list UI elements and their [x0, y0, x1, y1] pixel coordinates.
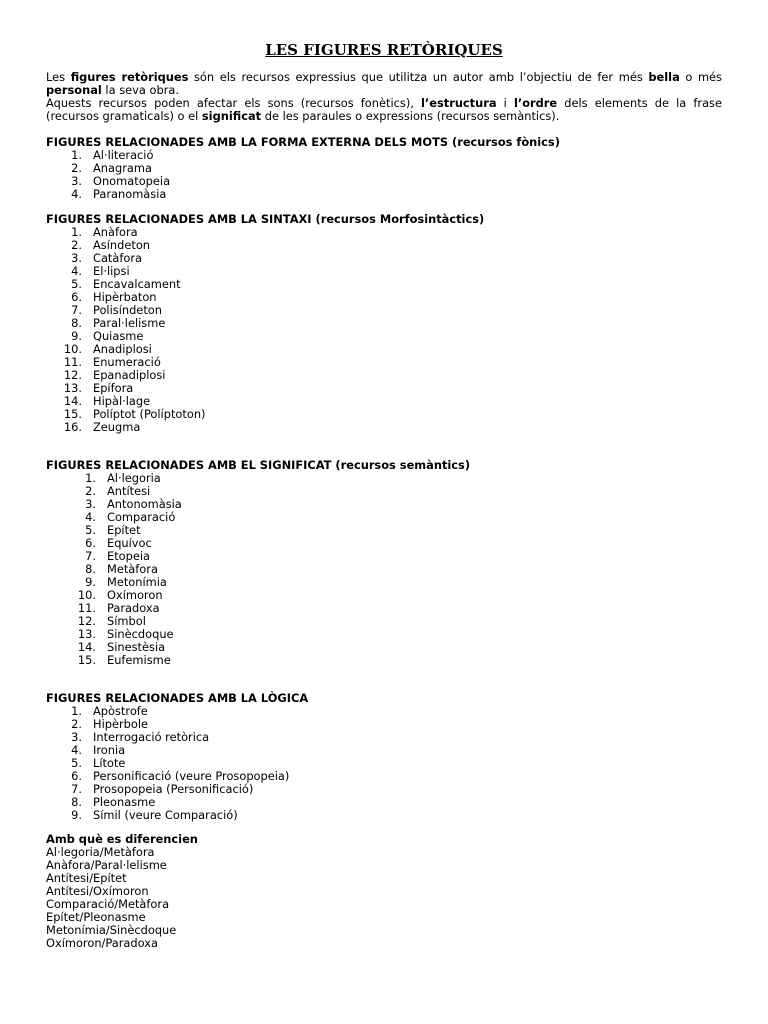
- page-title: LES FIGURES RETÒRIQUES: [265, 41, 503, 59]
- list-number: 9.: [85, 575, 96, 589]
- list-item-label: Epítet: [107, 523, 141, 537]
- list-number: 5.: [85, 523, 96, 537]
- bold-term: significat: [201, 109, 262, 123]
- list-number: 1.: [71, 148, 82, 162]
- list-number: 3.: [85, 497, 96, 511]
- difference-pair: Comparació/Metàfora: [46, 897, 170, 911]
- list-item-label: Ironia: [93, 743, 126, 757]
- list-item: [46, 239, 722, 252]
- list-item-label: Símbol: [107, 614, 146, 628]
- list-item-label: Pleonasme: [93, 795, 156, 809]
- list-item-label: Al·literació: [93, 148, 154, 162]
- section-fonics: [46, 136, 722, 201]
- list-item-label: Enumeració: [93, 355, 161, 369]
- list-item-label: Eufemisme: [107, 653, 171, 667]
- list-number: 2.: [85, 484, 96, 498]
- difference-pair: Al·legoria/Metàfora: [46, 845, 155, 859]
- list-item-label: Hipèrbole: [93, 717, 149, 731]
- list-number: 5.: [71, 756, 82, 770]
- differences-title: Amb què es diferencien: [46, 832, 198, 846]
- list-number: 7.: [71, 303, 82, 317]
- list-number: 1.: [71, 225, 82, 239]
- difference-pair: Oxímoron/Paradoxa: [46, 936, 158, 950]
- differences-section: [46, 833, 722, 950]
- list-number: 13.: [63, 381, 82, 395]
- list-item-label: Zeugma: [93, 420, 141, 434]
- intro: [46, 71, 722, 123]
- list-number: 14.: [63, 394, 82, 408]
- list-number: 6.: [71, 769, 82, 783]
- list-number: 12.: [63, 368, 82, 382]
- list-item-label: Metonímia: [107, 575, 167, 589]
- list-item-label: Quiasme: [93, 329, 144, 343]
- list-number: 13.: [77, 627, 96, 641]
- list-number: 15.: [63, 407, 82, 421]
- list-number: 15.: [77, 653, 96, 667]
- list-item: [46, 252, 722, 265]
- list-item: [46, 408, 722, 421]
- list-item-label: Metàfora: [107, 562, 158, 576]
- list-item-label: Políptot (Políptoton): [93, 407, 206, 421]
- list-item: [46, 188, 722, 201]
- list-item-label: Paradoxa: [107, 601, 160, 615]
- list-number: 6.: [71, 290, 82, 304]
- list-number: 11.: [63, 355, 82, 369]
- list-item-label: Asíndeton: [93, 238, 151, 252]
- list-item-label: Polisíndeton: [93, 303, 162, 317]
- text-run: Les: [46, 70, 71, 84]
- list-number: 8.: [85, 562, 96, 576]
- list-item-label: Lítote: [93, 756, 126, 770]
- list-number: 4.: [71, 264, 82, 278]
- list-number: 4.: [71, 743, 82, 757]
- list-number: 16.: [63, 420, 82, 434]
- list-item-label: Antítesi: [107, 484, 151, 498]
- bold-term: personal: [46, 83, 102, 97]
- list-item: [46, 744, 722, 757]
- list-item: [46, 511, 722, 524]
- list-number: 1.: [71, 704, 82, 718]
- list-item-label: Sinestèsia: [107, 640, 166, 654]
- list-number: 12.: [77, 614, 96, 628]
- figure-list: [46, 149, 722, 201]
- figure-list: [46, 472, 722, 667]
- list-item: [46, 654, 722, 667]
- bold-term: figures retòriques: [70, 70, 189, 84]
- list-item-label: Personificació (veure Prosopopeia): [93, 769, 290, 783]
- intro-paragraph-1: [46, 71, 722, 97]
- list-number: 10.: [63, 342, 82, 356]
- list-number: 7.: [85, 549, 96, 563]
- section-title: FIGURES RELACIONADES AMB LA FORMA EXTERNA DELS MOTS (recursos fònics): [46, 135, 560, 149]
- difference-pair: Anàfora/Paral·lelisme: [46, 858, 167, 872]
- list-number: 1.: [85, 471, 96, 485]
- text-run: de les paraules o expressions (recursos semàntics).: [261, 109, 560, 123]
- list-item-label: Epífora: [93, 381, 134, 395]
- list-item-label: Sinècdoque: [107, 627, 174, 641]
- list-number: 7.: [71, 782, 82, 796]
- list-item-label: Onomatopeia: [93, 174, 171, 188]
- list-item: [46, 317, 722, 330]
- list-item: [46, 421, 722, 434]
- list-number: 4.: [85, 510, 96, 524]
- list-item-label: Hipàl·lage: [93, 394, 151, 408]
- list-number: 6.: [85, 536, 96, 550]
- list-number: 9.: [71, 329, 82, 343]
- difference-pair: Epítet/Pleonasme: [46, 910, 146, 924]
- list-number: 10.: [77, 588, 96, 602]
- list-item-label: Interrogació retòrica: [93, 730, 210, 744]
- difference-pair: Antítesi/Oxímoron: [46, 884, 149, 898]
- list-item-label: Anadiplosi: [93, 342, 152, 356]
- list-item-label: Anàfora: [93, 225, 138, 239]
- list-number: 5.: [71, 277, 82, 291]
- list-item: [46, 602, 722, 615]
- list-item: [46, 369, 722, 382]
- bold-term: bella: [648, 70, 680, 84]
- list-number: 2.: [71, 238, 82, 252]
- list-number: 14.: [77, 640, 96, 654]
- list-item-label: Etopeia: [107, 549, 151, 563]
- list-item-label: Símil (veure Comparació): [93, 808, 238, 822]
- list-number: 8.: [71, 316, 82, 330]
- list-item-label: Epanadiplosi: [93, 368, 166, 382]
- list-item-label: Comparació: [107, 510, 176, 524]
- figure-list: [46, 705, 722, 822]
- bold-term: l’ordre: [513, 96, 558, 110]
- bold-term: l’estructura: [421, 96, 497, 110]
- list-number: 2.: [71, 161, 82, 175]
- text-run: dels elements de la frase (recursos gramaticals) o el: [46, 96, 722, 123]
- list-item-label: Anagrama: [93, 161, 152, 175]
- section-sintaxi: [46, 213, 722, 434]
- list-item-label: Equívoc: [107, 536, 152, 550]
- difference-pair: Antítesi/Epítet: [46, 871, 127, 885]
- section-significat: [46, 459, 722, 667]
- section-title: FIGURES RELACIONADES AMB LA SINTAXI (recursos Morfosintàctics): [46, 212, 485, 226]
- list-number: 3.: [71, 730, 82, 744]
- text-run: o més: [679, 70, 722, 84]
- list-number: 9.: [71, 808, 82, 822]
- list-item: [46, 731, 722, 744]
- differences-list: [46, 846, 722, 950]
- list-item-label: Apòstrofe: [93, 704, 148, 718]
- list-item-label: Prosopopeia (Personificació): [93, 782, 254, 796]
- list-item-label: Paral·lelisme: [93, 316, 166, 330]
- section-logica: [46, 692, 722, 822]
- difference-pair: Metonímia/Sinècdoque: [46, 923, 177, 937]
- list-number: 2.: [71, 717, 82, 731]
- list-number: 3.: [71, 251, 82, 265]
- intro-paragraph-2: [46, 97, 722, 123]
- section-title: FIGURES RELACIONADES AMB LA LÒGICA: [46, 691, 309, 705]
- list-item-label: Catàfora: [93, 251, 143, 265]
- figure-list: [46, 226, 722, 434]
- list-number: 4.: [71, 187, 82, 201]
- list-item-label: Al·legoria: [107, 471, 161, 485]
- list-item-label: Paranomàsia: [93, 187, 167, 201]
- list-number: 11.: [77, 601, 96, 615]
- list-item-label: Encavalcament: [93, 277, 181, 291]
- list-item-label: Oxímoron: [107, 588, 163, 602]
- list-item-label: El·lipsi: [93, 264, 130, 278]
- text-run: la seva obra.: [101, 83, 179, 97]
- section-title: FIGURES RELACIONADES AMB EL SIGNIFICAT (recursos semàntics): [46, 458, 471, 472]
- list-number: 3.: [71, 174, 82, 188]
- list-item-label: Antonomàsia: [107, 497, 182, 511]
- list-number: 8.: [71, 795, 82, 809]
- list-item-label: Hipèrbaton: [93, 290, 157, 304]
- list-item: [46, 809, 722, 822]
- text-run: Aquests recursos poden afectar els sons (recursos fonètics),: [46, 96, 422, 110]
- text-run: són els recursos expressius que utilitza un autor amb l’objectiu de fer més: [188, 70, 649, 84]
- text-run: i: [496, 96, 514, 110]
